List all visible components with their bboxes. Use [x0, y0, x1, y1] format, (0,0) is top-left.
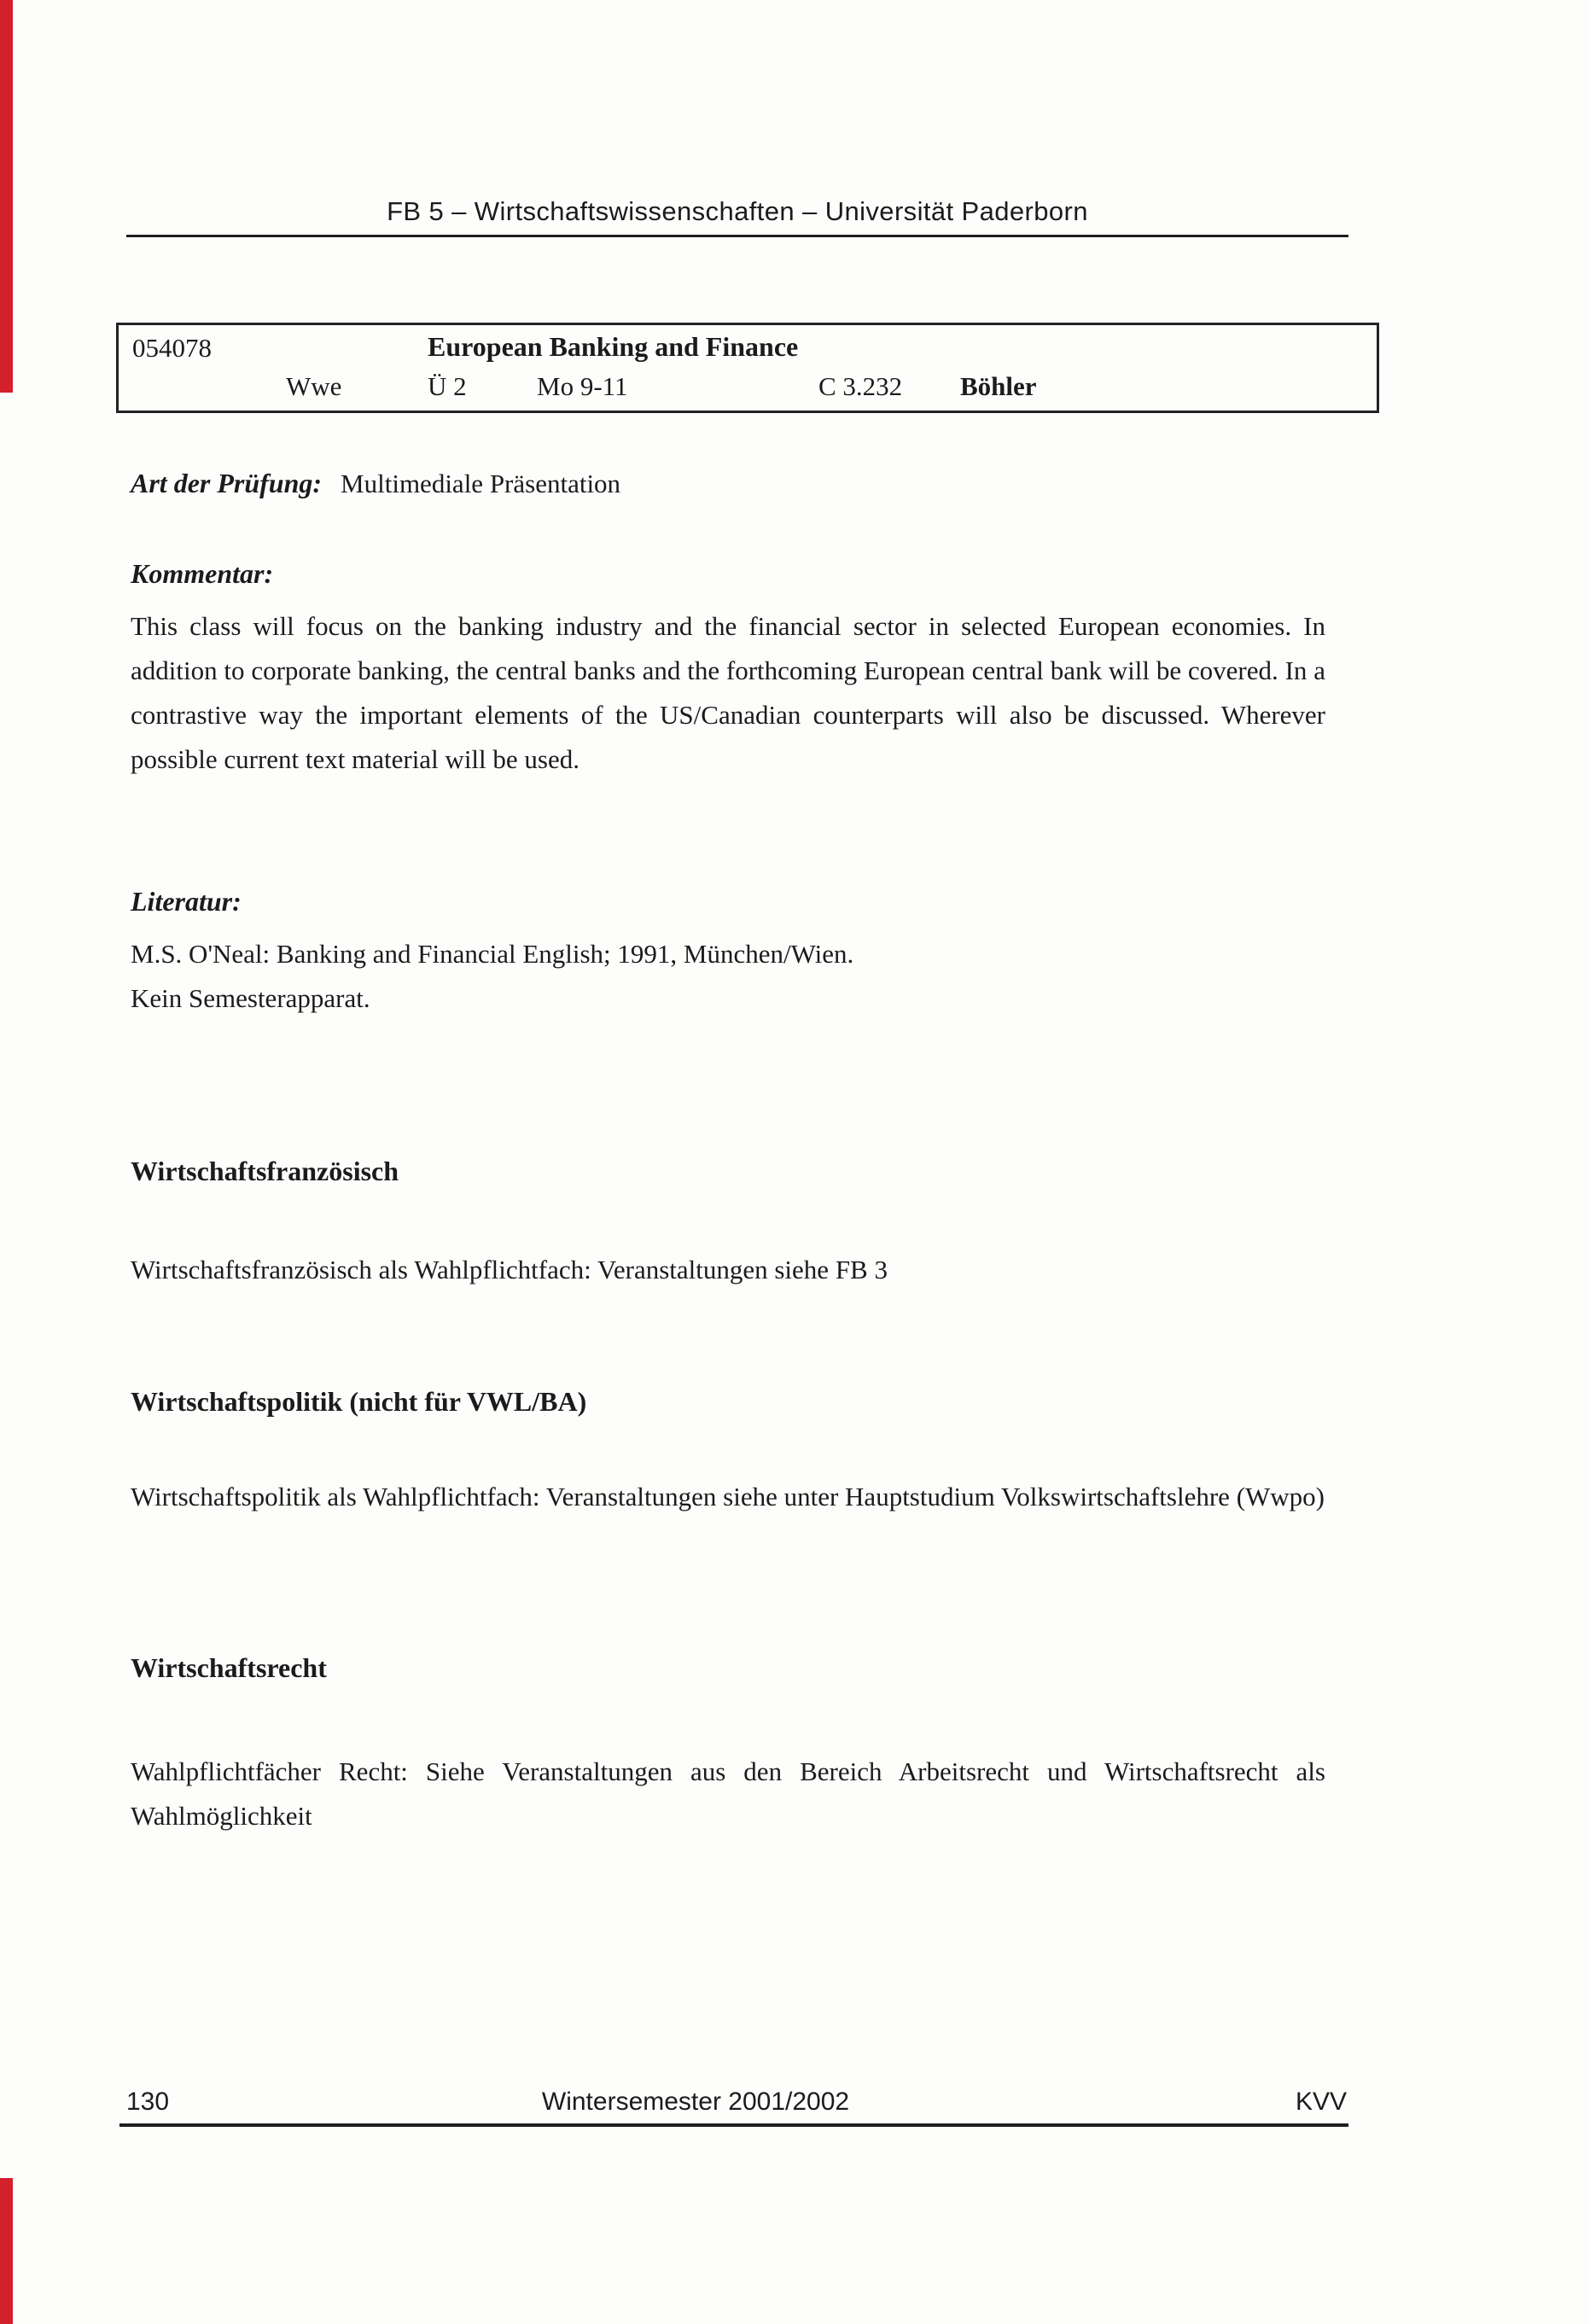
section-heading-wirtschaftsfranzoesisch: Wirtschaftsfranzösisch [131, 1156, 399, 1186]
exam-type-label: Art der Prüfung: [131, 468, 323, 498]
literature-label: Literatur: [131, 886, 242, 917]
section-text-wirtschaftsrecht: Wahlpflichtfächer Recht: Siehe Veranstaltungen aus den Bereich Arbeitsrecht und Wirtschaftsrecht als Wahlmöglichkeit [131, 1756, 1325, 1831]
section-text-wirtschaftsfranzoesisch: Wirtschaftsfranzösisch als Wahlpflichtfach: Veranstaltungen siehe FB 3 [131, 1255, 888, 1284]
course-entry-box [116, 323, 1379, 413]
course-group: Wwe [286, 371, 342, 401]
footer-semester: Wintersemester 2001/2002 [541, 2088, 850, 2116]
section-heading-wirtschaftspolitik: Wirtschaftspolitik (nicht für VWL/BA) [131, 1386, 587, 1417]
course-lecturer: Böhler [960, 371, 1037, 401]
footer-page-number: 130 [126, 2088, 170, 2116]
section-heading-wirtschaftsrecht: Wirtschaftsrecht [131, 1652, 327, 1683]
page-footer [119, 2088, 1348, 2127]
course-title: European Banking and Finance [428, 331, 799, 362]
page-header: FB 5 – Wirtschaftswissenschaften – Universität Paderborn [126, 196, 1348, 237]
literature-line-1: M.S. O'Neal: Banking and Financial English; 1991, München/Wien. [131, 939, 854, 969]
literature-lines [131, 932, 1325, 1021]
exam-type-value: Multimediale Präsentation [341, 469, 621, 498]
literature-line-2: Kein Semesterapparat. [131, 983, 370, 1013]
course-room: C 3.232 [818, 371, 903, 401]
comment-text: This class will focus on the banking industry and the financial sector in selected European economies. In addition to corporate banking, the central banks and the forthcoming European central bank will be covered. In a contrastive way the important elements of the US/Canadian counterparts will also be discussed. Wherever possible current text material will be used. [131, 611, 1325, 774]
scan-edge-artifact-top [0, 0, 13, 393]
footer-kvv: KVV [1295, 2088, 1347, 2116]
comment-label: Kommentar: [131, 558, 274, 589]
course-time: Mo 9-11 [537, 371, 628, 401]
course-format: Ü 2 [428, 371, 467, 401]
course-number: 054078 [132, 333, 212, 363]
exam-type-line [131, 468, 1325, 499]
scan-edge-artifact-bottom [0, 2178, 13, 2324]
section-text-wirtschaftspolitik: Wirtschaftspolitik als Wahlpflichtfach: Veranstaltungen siehe unter Hauptstudium Volkswirtschaftslehre (Wwpo) [131, 1482, 1325, 1511]
